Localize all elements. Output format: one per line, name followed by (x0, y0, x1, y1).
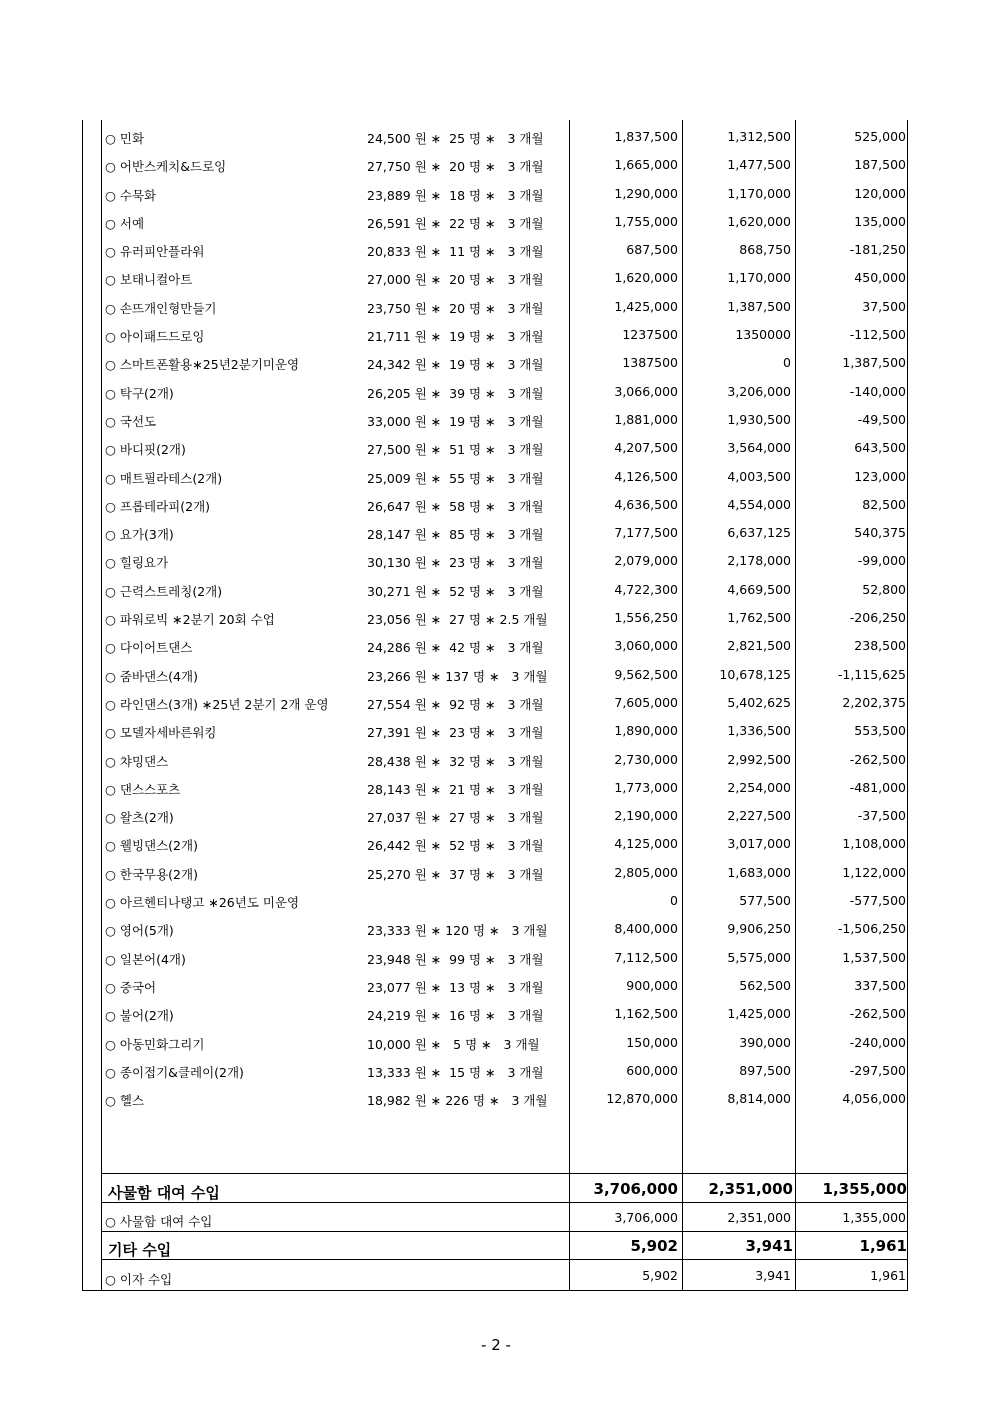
table-row (101, 1057, 908, 1085)
item-name: ○ 헬스 (105, 1093, 145, 1109)
value-cell: 52,800 (862, 581, 906, 597)
locker-income-detail-row (101, 1202, 908, 1232)
item-name: ○ 아이패드드로잉 (105, 329, 205, 345)
section-title: 사물함 대여 수입 (108, 1184, 220, 1202)
value-cell: 4,125,000 (614, 836, 678, 852)
table-row (101, 378, 908, 406)
item-name: ○ 사물함 대여 수입 (105, 1214, 213, 1229)
item-name: ○ 민화 (105, 131, 145, 146)
table-row (101, 123, 908, 151)
table-row (101, 519, 908, 547)
value-cell: 900,000 (626, 977, 678, 993)
value-cell: 82,500 (862, 496, 906, 512)
value-cell: -1,506,250 (837, 921, 906, 937)
table-row (101, 859, 908, 887)
item-name: ○ 매트필라테스(2개) (105, 470, 223, 486)
table-row (101, 321, 908, 349)
value-cell: 1,162,500 (614, 1006, 678, 1022)
value-cell: 2,821,500 (727, 638, 791, 654)
item-name: ○ 유러피안플라워 (105, 244, 205, 260)
calculation: 27,554 원 ∗ 92 명 ∗ 3 개월 (367, 696, 544, 712)
table-row (101, 264, 908, 292)
value-cell: 2,351,000 (708, 1180, 793, 1198)
value-cell: 2,254,000 (727, 779, 791, 795)
calculation: 24,500 원 ∗ 25 명 ∗ 3 개월 (367, 131, 544, 146)
value-cell: 2,079,000 (614, 553, 678, 569)
value-cell: 5,402,625 (727, 694, 791, 710)
value-cell: 1,312,500 (727, 129, 791, 144)
value-cell: 1,477,500 (727, 157, 791, 173)
table-row (101, 180, 908, 208)
item-name: ○ 아르헨티나탱고 ∗26년도 미운영 (105, 895, 300, 911)
value-cell: 687,500 (626, 242, 678, 258)
value-cell: 1,425,000 (727, 1006, 791, 1022)
value-cell: 1,961 (859, 1237, 907, 1255)
value-cell: 4,056,000 (842, 1091, 906, 1107)
item-name: ○ 한국무용(2개) (105, 866, 198, 882)
table-row (101, 406, 908, 434)
value-cell: 897,500 (739, 1062, 791, 1078)
table-row (101, 944, 908, 972)
item-name: ○ 영어(5개) (105, 923, 174, 939)
value-cell: 5,902 (630, 1237, 678, 1255)
value-cell: -112,500 (849, 327, 906, 343)
item-name: ○ 힐링요가 (105, 555, 169, 571)
item-name: ○ 수묵화 (105, 187, 157, 203)
value-cell: 187,500 (854, 157, 906, 173)
value-cell: 4,126,500 (614, 468, 678, 484)
calculation: 18,982 원 ∗ 226 명 ∗ 3 개월 (367, 1093, 548, 1109)
value-cell: 525,000 (854, 129, 906, 144)
calculation: 27,750 원 ∗ 20 명 ∗ 3 개월 (367, 159, 544, 175)
table-row (101, 830, 908, 858)
value-cell: 4,207,500 (614, 440, 678, 456)
value-cell: 2,992,500 (727, 751, 791, 767)
value-cell: 1,930,500 (727, 411, 791, 427)
table-row (101, 293, 908, 321)
item-name: ○ 국선도 (105, 413, 157, 429)
value-cell: 8,400,000 (614, 921, 678, 937)
item-name: ○ 프롭테라피(2개) (105, 498, 211, 514)
item-name: ○ 불어(2개) (105, 1008, 174, 1024)
calculation: 27,000 원 ∗ 20 명 ∗ 3 개월 (367, 272, 544, 288)
calculation: 30,130 원 ∗ 23 명 ∗ 3 개월 (367, 555, 544, 571)
item-name: ○ 근력스트레칭(2개) (105, 583, 223, 599)
table-row (101, 1085, 908, 1113)
calculation: 25,009 원 ∗ 55 명 ∗ 3 개월 (367, 470, 544, 486)
value-cell: 10,678,125 (719, 666, 791, 682)
value-cell: 1,556,250 (614, 610, 678, 626)
item-name: ○ 요가(3개) (105, 527, 174, 543)
value-cell: 2,190,000 (614, 808, 678, 824)
calculation: 27,037 원 ∗ 27 명 ∗ 3 개월 (367, 810, 544, 826)
calculation: 23,056 원 ∗ 27 명 ∗ 2.5 개월 (367, 612, 548, 628)
value-cell: 1,355,000 (842, 1210, 906, 1225)
value-cell: 0 (670, 893, 678, 909)
value-cell: 3,017,000 (727, 836, 791, 852)
value-cell: 12,870,000 (606, 1091, 678, 1107)
calculation: 23,333 원 ∗ 120 명 ∗ 3 개월 (367, 923, 548, 939)
value-cell: 1387500 (622, 355, 678, 371)
value-cell: 3,941 (745, 1237, 793, 1255)
value-cell: 1,665,000 (614, 157, 678, 173)
value-cell: 7,112,500 (614, 949, 678, 965)
calculation: 23,266 원 ∗ 137 명 ∗ 3 개월 (367, 668, 548, 684)
item-name: ○ 이자 수입 (105, 1272, 173, 1287)
calculation: 26,647 원 ∗ 58 명 ∗ 3 개월 (367, 498, 544, 514)
calculation: 10,000 원 ∗ 5 명 ∗ 3 개월 (367, 1036, 540, 1052)
item-name: ○ 보태니컬아트 (105, 272, 193, 288)
value-cell: -481,000 (849, 779, 906, 795)
value-cell: 7,177,500 (614, 525, 678, 541)
value-cell: -181,250 (849, 242, 906, 258)
value-cell: 1,122,000 (842, 864, 906, 880)
value-cell: 4,554,000 (727, 496, 791, 512)
value-cell: 37,500 (862, 298, 906, 314)
calculation: 24,342 원 ∗ 19 명 ∗ 3 개월 (367, 357, 544, 373)
value-cell: 123,000 (854, 468, 906, 484)
calculation: 24,219 원 ∗ 16 명 ∗ 3 개월 (367, 1008, 544, 1024)
other-income-header-row (101, 1231, 908, 1260)
value-cell: 2,202,375 (842, 694, 906, 710)
item-name: ○ 왈츠(2개) (105, 810, 174, 826)
table-row (101, 604, 908, 632)
value-cell: 4,722,300 (614, 581, 678, 597)
value-cell: -99,000 (857, 553, 906, 569)
item-name: ○ 아동민화그리기 (105, 1036, 205, 1052)
table-row (101, 236, 908, 264)
value-cell: 3,706,000 (614, 1210, 678, 1225)
value-cell: 3,060,000 (614, 638, 678, 654)
table-row (101, 349, 908, 377)
value-cell: 8,814,000 (727, 1091, 791, 1107)
value-cell: 1,620,000 (614, 270, 678, 286)
calculation: 23,889 원 ∗ 18 명 ∗ 3 개월 (367, 187, 544, 203)
item-name: ○ 바디핏(2개) (105, 442, 186, 458)
interest-income-row (101, 1259, 908, 1291)
calculation: 21,711 원 ∗ 19 명 ∗ 3 개월 (367, 329, 544, 345)
item-name: ○ 웰빙댄스(2개) (105, 838, 198, 854)
calculation: 26,205 원 ∗ 39 명 ∗ 3 개월 (367, 385, 544, 401)
table-row (101, 491, 908, 519)
value-cell: -206,250 (849, 610, 906, 626)
value-cell: 4,636,500 (614, 496, 678, 512)
calculation: 28,143 원 ∗ 21 명 ∗ 3 개월 (367, 781, 544, 797)
value-cell: 450,000 (854, 270, 906, 286)
table-row (101, 576, 908, 604)
table-row (101, 632, 908, 660)
value-cell: 2,730,000 (614, 751, 678, 767)
section-title: 기타 수입 (108, 1241, 172, 1259)
value-cell: 2,178,000 (727, 553, 791, 569)
value-cell: -577,500 (849, 893, 906, 909)
table-row (101, 717, 908, 745)
calculation: 28,438 원 ∗ 32 명 ∗ 3 개월 (367, 753, 544, 769)
value-cell: 337,500 (854, 977, 906, 993)
table-row (101, 661, 908, 689)
value-cell: 1,773,000 (614, 779, 678, 795)
calculation: 23,750 원 ∗ 20 명 ∗ 3 개월 (367, 300, 544, 316)
value-cell: 868,750 (739, 242, 791, 258)
value-cell: 643,500 (854, 440, 906, 456)
item-name: ○ 종이접기&클레이(2개) (105, 1064, 244, 1080)
calculation: 26,591 원 ∗ 22 명 ∗ 3 개월 (367, 215, 544, 231)
value-cell: -49,500 (857, 411, 906, 427)
item-name: ○ 파워로빅 ∗2분기 20회 수업 (105, 612, 275, 628)
value-cell: 3,941 (755, 1268, 791, 1283)
value-cell: 1,881,000 (614, 411, 678, 427)
item-name: ○ 중국어 (105, 979, 157, 995)
table-row (101, 689, 908, 717)
calculation: 33,000 원 ∗ 19 명 ∗ 3 개월 (367, 413, 544, 429)
table-row (101, 208, 908, 236)
table-row (101, 1029, 908, 1057)
value-cell: 540,375 (854, 525, 906, 541)
value-cell: 1,837,500 (614, 129, 678, 144)
value-cell: 553,500 (854, 723, 906, 739)
calculation: 23,077 원 ∗ 13 명 ∗ 3 개월 (367, 979, 544, 995)
value-cell: 1,683,000 (727, 864, 791, 880)
table-row (101, 434, 908, 462)
value-cell: 1237500 (622, 327, 678, 343)
item-name: ○ 줌바댄스(4개) (105, 668, 198, 684)
calculation: 24,286 원 ∗ 42 명 ∗ 3 개월 (367, 640, 544, 656)
table-row (101, 746, 908, 774)
table-row (101, 915, 908, 943)
calculation: 23,948 원 ∗ 99 명 ∗ 3 개월 (367, 951, 544, 967)
item-name: ○ 일본어(4개) (105, 951, 186, 967)
value-cell: 2,805,000 (614, 864, 678, 880)
value-cell: 1,336,500 (727, 723, 791, 739)
value-cell: 3,706,000 (593, 1180, 678, 1198)
value-cell: 1,537,500 (842, 949, 906, 965)
calculation: 27,500 원 ∗ 51 명 ∗ 3 개월 (367, 442, 544, 458)
value-cell: 2,351,000 (727, 1210, 791, 1225)
value-cell: 1,387,500 (727, 298, 791, 314)
item-name: ○ 어반스케치&드로잉 (105, 159, 227, 175)
value-cell: -140,000 (849, 383, 906, 399)
item-name: ○ 서예 (105, 215, 145, 231)
value-cell: 3,564,000 (727, 440, 791, 456)
value-cell: 1,387,500 (842, 355, 906, 371)
table-row (101, 547, 908, 575)
value-cell: -297,500 (849, 1062, 906, 1078)
item-name: ○ 모델자세바른워킹 (105, 725, 217, 741)
value-cell: -1,115,625 (837, 666, 906, 682)
locker-income-header-row (101, 1173, 908, 1203)
value-cell: 577,500 (739, 893, 791, 909)
item-name: ○ 라인댄스(3개) ∗25년 2분기 2개 운영 (105, 696, 329, 712)
value-cell: 1,620,000 (727, 213, 791, 229)
item-name: ○ 댄스스포츠 (105, 781, 181, 797)
calculation: 25,270 원 ∗ 37 명 ∗ 3 개월 (367, 866, 544, 882)
budget-rows (101, 123, 908, 1113)
value-cell: 1,355,000 (822, 1180, 907, 1198)
value-cell: 4,003,500 (727, 468, 791, 484)
table-row (101, 1000, 908, 1028)
table-row (101, 463, 908, 491)
item-name: ○ 손뜨개인형만들기 (105, 300, 217, 316)
value-cell: 1,762,500 (727, 610, 791, 626)
value-cell: 3,206,000 (727, 383, 791, 399)
table-row (101, 887, 908, 915)
item-name: ○ 탁구(2개) (105, 385, 174, 401)
value-cell: 9,562,500 (614, 666, 678, 682)
value-cell: 4,669,500 (727, 581, 791, 597)
value-cell: 390,000 (739, 1034, 791, 1050)
value-cell: 1,170,000 (727, 270, 791, 286)
item-name: ○ 챠밍댄스 (105, 753, 169, 769)
value-cell: 6,637,125 (727, 525, 791, 541)
value-cell: 1,890,000 (614, 723, 678, 739)
value-cell: 150,000 (626, 1034, 678, 1050)
value-cell: 2,227,500 (727, 808, 791, 824)
value-cell: 600,000 (626, 1062, 678, 1078)
item-name: ○ 다이어트댄스 (105, 640, 193, 656)
table-row (101, 151, 908, 179)
value-cell: 120,000 (854, 185, 906, 201)
value-cell: 238,500 (854, 638, 906, 654)
value-cell: 562,500 (739, 977, 791, 993)
value-cell: 5,575,000 (727, 949, 791, 965)
value-cell: -262,500 (849, 1006, 906, 1022)
calculation: 30,271 원 ∗ 52 명 ∗ 3 개월 (367, 583, 544, 599)
calculation: 20,833 원 ∗ 11 명 ∗ 3 개월 (367, 244, 544, 260)
value-cell: 1,961 (870, 1268, 906, 1283)
table-row (101, 972, 908, 1000)
page-number: - 2 - (481, 1336, 511, 1354)
calculation: 13,333 원 ∗ 15 명 ∗ 3 개월 (367, 1064, 544, 1080)
value-cell: -37,500 (857, 808, 906, 824)
calculation: 26,442 원 ∗ 52 명 ∗ 3 개월 (367, 838, 544, 854)
value-cell: 1350000 (735, 327, 791, 343)
value-cell: 135,000 (854, 213, 906, 229)
table-row (101, 774, 908, 802)
value-cell: 5,902 (642, 1268, 678, 1283)
value-cell: 9,906,250 (727, 921, 791, 937)
item-name: ○ 스마트폰활용∗25년2분기미운영 (105, 357, 300, 373)
value-cell: 1,170,000 (727, 185, 791, 201)
calculation: 27,391 원 ∗ 23 명 ∗ 3 개월 (367, 725, 544, 741)
calculation: 28,147 원 ∗ 85 명 ∗ 3 개월 (367, 527, 544, 543)
table-row (101, 802, 908, 830)
value-cell: -240,000 (849, 1034, 906, 1050)
value-cell: 3,066,000 (614, 383, 678, 399)
value-cell: 1,425,000 (614, 298, 678, 314)
value-cell: 0 (783, 355, 791, 371)
value-cell: 1,108,000 (842, 836, 906, 852)
value-cell: 7,605,000 (614, 694, 678, 710)
value-cell: -262,500 (849, 751, 906, 767)
value-cell: 1,290,000 (614, 185, 678, 201)
value-cell: 1,755,000 (614, 213, 678, 229)
